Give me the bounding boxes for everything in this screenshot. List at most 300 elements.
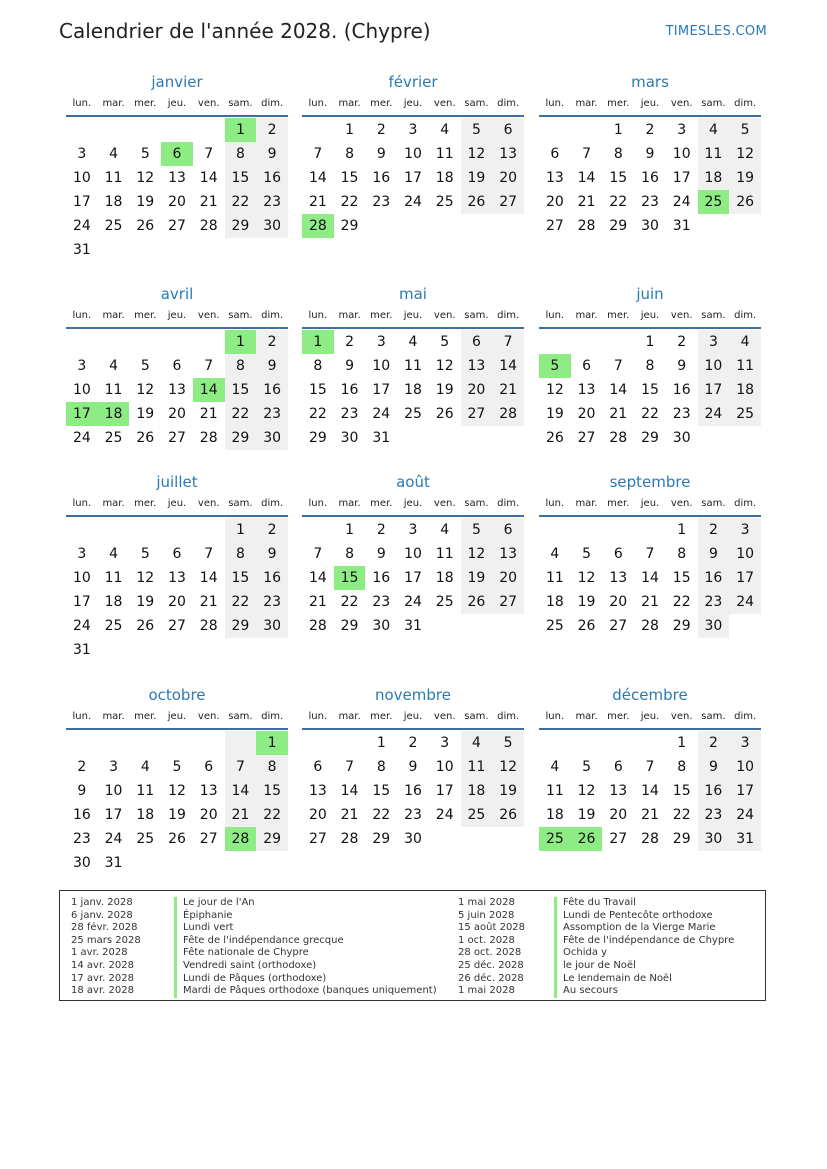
day-cell: 13 bbox=[199, 783, 218, 799]
weekday-label: mar. bbox=[575, 711, 598, 722]
day-cell: 2 bbox=[698, 731, 730, 755]
weekday-label: ven. bbox=[433, 98, 456, 109]
day-cell: 30 bbox=[72, 855, 91, 871]
day-cell: 25 bbox=[729, 402, 761, 426]
day-cell: 19 bbox=[461, 166, 493, 190]
holiday-name: Fête de l'indépendance de Chypre bbox=[554, 935, 734, 948]
holiday-name: Épiphanie bbox=[174, 910, 437, 923]
day-cell: 27 bbox=[308, 831, 327, 847]
day-cell: 24 bbox=[72, 430, 91, 446]
day-cell: 17 bbox=[435, 783, 454, 799]
day-cell: 6 bbox=[613, 759, 623, 775]
day-cell: 17 bbox=[729, 566, 761, 590]
month-name: août bbox=[396, 473, 430, 491]
day-cell: 11 bbox=[136, 783, 155, 799]
day-cell: 7 bbox=[204, 546, 214, 562]
month-name: novembre bbox=[375, 686, 451, 704]
day-cell: 7 bbox=[645, 546, 655, 562]
empty-day-cell bbox=[161, 731, 193, 755]
weekday-label: sam. bbox=[228, 711, 253, 722]
holiday-day-cell: 25 bbox=[539, 827, 571, 851]
day-cell: 12 bbox=[461, 142, 493, 166]
day-cell: 24 bbox=[698, 402, 730, 426]
holiday-list bbox=[59, 890, 766, 1001]
month-avril bbox=[66, 283, 288, 450]
day-cell: 18 bbox=[698, 166, 730, 190]
day-cell: 4 bbox=[109, 146, 119, 162]
weekday-label: ven. bbox=[670, 98, 693, 109]
day-cell: 1 bbox=[345, 522, 355, 538]
month-janvier bbox=[66, 71, 288, 262]
day-cell: 19 bbox=[461, 566, 493, 590]
day-cell: 24 bbox=[435, 807, 454, 823]
day-cell: 30 bbox=[698, 614, 730, 638]
day-cell: 22 bbox=[308, 406, 327, 422]
day-cell: 3 bbox=[440, 735, 450, 751]
day-cell: 13 bbox=[168, 170, 186, 186]
weekday-label: ven. bbox=[670, 498, 693, 509]
day-cell: 10 bbox=[372, 358, 391, 374]
day-cell: 2 bbox=[376, 522, 386, 538]
empty-day-cell bbox=[66, 330, 98, 354]
day-cell: 25 bbox=[404, 406, 422, 422]
day-cell: 20 bbox=[577, 406, 596, 422]
weekday-label: lun. bbox=[308, 98, 328, 109]
holiday-name: Le lendemain de Noël bbox=[554, 973, 734, 986]
holiday-name: Vendredi saint (orthodoxe) bbox=[174, 960, 437, 973]
month-name: juillet bbox=[156, 473, 198, 491]
day-cell: 26 bbox=[136, 218, 155, 234]
weekday-label: dim. bbox=[261, 310, 284, 321]
day-cell: 27 bbox=[609, 618, 628, 634]
day-cell: 25 bbox=[461, 803, 493, 827]
day-grid bbox=[302, 330, 524, 450]
day-cell: 6 bbox=[461, 330, 493, 354]
month-juin bbox=[539, 283, 761, 450]
day-cell: 15 bbox=[609, 170, 628, 186]
day-cell: 21 bbox=[308, 594, 327, 610]
holiday-day-cell: 14 bbox=[193, 378, 225, 402]
day-grid bbox=[66, 518, 288, 662]
empty-day-cell bbox=[571, 731, 603, 755]
day-cell: 5 bbox=[582, 546, 592, 562]
day-cell: 13 bbox=[492, 142, 524, 166]
day-cell: 11 bbox=[461, 755, 493, 779]
empty-day-cell bbox=[302, 731, 334, 755]
day-cell: 31 bbox=[404, 618, 422, 634]
day-cell: 2 bbox=[256, 518, 288, 542]
weekday-label: ven. bbox=[433, 711, 456, 722]
holiday-name: Mardi de Pâques orthodoxe (banques uniquement) bbox=[174, 985, 437, 998]
day-cell: 18 bbox=[435, 570, 454, 586]
empty-day-cell bbox=[129, 118, 161, 142]
day-cell: 23 bbox=[340, 406, 359, 422]
day-cell: 14 bbox=[308, 170, 327, 186]
day-cell: 16 bbox=[672, 382, 691, 398]
empty-day-cell bbox=[539, 330, 571, 354]
day-cell: 17 bbox=[72, 194, 91, 210]
day-grid bbox=[302, 518, 524, 638]
day-cell: 18 bbox=[404, 382, 422, 398]
day-cell: 3 bbox=[376, 334, 386, 350]
day-cell: 21 bbox=[577, 194, 596, 210]
day-cell: 9 bbox=[256, 354, 288, 378]
day-cell: 17 bbox=[404, 170, 422, 186]
day-cell: 20 bbox=[168, 594, 186, 610]
day-cell: 6 bbox=[492, 518, 524, 542]
weekday-label: mer. bbox=[370, 310, 393, 321]
day-cell: 6 bbox=[492, 118, 524, 142]
day-cell: 2 bbox=[345, 334, 355, 350]
day-cell: 20 bbox=[461, 378, 493, 402]
day-cell: 29 bbox=[672, 618, 691, 634]
day-cell: 22 bbox=[672, 807, 691, 823]
month-name: mai bbox=[399, 285, 427, 303]
weekday-header bbox=[302, 305, 524, 329]
day-cell: 13 bbox=[308, 783, 327, 799]
day-cell: 28 bbox=[199, 218, 218, 234]
day-cell: 7 bbox=[492, 330, 524, 354]
day-cell: 15 bbox=[225, 566, 257, 590]
empty-day-cell bbox=[129, 330, 161, 354]
day-cell: 10 bbox=[72, 570, 91, 586]
day-cell: 25 bbox=[545, 618, 564, 634]
weekday-label: mer. bbox=[134, 98, 157, 109]
day-cell: 9 bbox=[256, 542, 288, 566]
weekday-label: sam. bbox=[701, 711, 726, 722]
weekday-label: sam. bbox=[228, 98, 253, 109]
weekday-label: mar. bbox=[102, 711, 125, 722]
weekday-label: sam. bbox=[464, 711, 489, 722]
day-cell: 2 bbox=[408, 735, 418, 751]
day-cell: 19 bbox=[136, 594, 155, 610]
day-cell: 8 bbox=[225, 354, 257, 378]
day-cell: 14 bbox=[577, 170, 596, 186]
day-cell: 13 bbox=[168, 570, 186, 586]
day-cell: 27 bbox=[492, 590, 524, 614]
weekday-label: ven. bbox=[197, 98, 220, 109]
weekday-label: mer. bbox=[370, 98, 393, 109]
day-cell: 12 bbox=[168, 783, 186, 799]
empty-day-cell bbox=[161, 518, 193, 542]
weekday-label: mar. bbox=[102, 98, 125, 109]
day-cell: 18 bbox=[545, 594, 564, 610]
weekday-label: sam. bbox=[464, 310, 489, 321]
day-cell: 21 bbox=[609, 406, 628, 422]
weekday-label: jeu. bbox=[403, 498, 423, 509]
day-cell: 4 bbox=[550, 759, 560, 775]
day-cell: 1 bbox=[677, 735, 687, 751]
day-cell: 27 bbox=[577, 430, 596, 446]
day-cell: 28 bbox=[641, 831, 659, 847]
day-cell: 23 bbox=[256, 590, 288, 614]
day-cell: 18 bbox=[136, 807, 155, 823]
day-cell: 27 bbox=[168, 218, 186, 234]
day-cell: 4 bbox=[729, 330, 761, 354]
weekday-label: jeu. bbox=[167, 98, 187, 109]
day-cell: 1 bbox=[645, 334, 655, 350]
holiday-date: 28 févr. 2028 bbox=[71, 922, 138, 934]
day-cell: 4 bbox=[698, 118, 730, 142]
month-name: juin bbox=[636, 285, 664, 303]
day-cell: 5 bbox=[582, 759, 592, 775]
weekday-label: jeu. bbox=[167, 498, 187, 509]
day-cell: 17 bbox=[698, 378, 730, 402]
holiday-name: Lundi de Pâques (orthodoxe) bbox=[174, 973, 437, 986]
day-cell: 8 bbox=[613, 146, 623, 162]
day-cell: 2 bbox=[77, 759, 87, 775]
weekday-label: sam. bbox=[228, 498, 253, 509]
day-cell: 13 bbox=[168, 382, 186, 398]
holiday-day-cell: 25 bbox=[698, 190, 730, 214]
day-cell: 10 bbox=[698, 354, 730, 378]
day-cell: 18 bbox=[729, 378, 761, 402]
weekday-label: dim. bbox=[734, 498, 757, 509]
day-cell: 26 bbox=[136, 430, 155, 446]
day-cell: 3 bbox=[698, 330, 730, 354]
day-cell: 16 bbox=[698, 566, 730, 590]
day-cell: 28 bbox=[609, 430, 628, 446]
day-cell: 21 bbox=[199, 594, 218, 610]
day-cell: 27 bbox=[492, 190, 524, 214]
day-grid bbox=[66, 731, 288, 875]
day-cell: 9 bbox=[376, 546, 386, 562]
weekday-label: mar. bbox=[338, 498, 361, 509]
day-cell: 30 bbox=[672, 430, 691, 446]
empty-day-cell bbox=[634, 731, 666, 755]
weekday-label: dim. bbox=[261, 711, 284, 722]
day-cell: 3 bbox=[77, 546, 87, 562]
empty-day-cell bbox=[634, 518, 666, 542]
day-cell: 17 bbox=[372, 382, 391, 398]
day-cell: 10 bbox=[72, 382, 91, 398]
weekday-header bbox=[66, 706, 288, 730]
month-name: décembre bbox=[612, 686, 688, 704]
weekday-label: mar. bbox=[338, 711, 361, 722]
site-link[interactable]: TIMESLES.COM bbox=[665, 24, 767, 39]
day-cell: 28 bbox=[199, 618, 218, 634]
day-cell: 20 bbox=[609, 807, 628, 823]
weekday-label: lun. bbox=[545, 498, 565, 509]
weekday-label: lun. bbox=[545, 310, 565, 321]
day-cell: 16 bbox=[256, 566, 288, 590]
day-cell: 14 bbox=[199, 570, 218, 586]
weekday-label: sam. bbox=[464, 98, 489, 109]
day-cell: 15 bbox=[672, 783, 691, 799]
weekday-label: ven. bbox=[670, 310, 693, 321]
day-cell: 17 bbox=[729, 779, 761, 803]
day-cell: 27 bbox=[168, 618, 186, 634]
day-cell: 30 bbox=[256, 214, 288, 238]
day-cell: 24 bbox=[729, 803, 761, 827]
day-cell: 19 bbox=[136, 194, 155, 210]
weekday-label: dim. bbox=[497, 98, 520, 109]
day-cell: 18 bbox=[461, 779, 493, 803]
weekday-label: lun. bbox=[308, 711, 328, 722]
weekday-label: lun. bbox=[72, 310, 92, 321]
day-cell: 20 bbox=[308, 807, 327, 823]
day-cell: 31 bbox=[104, 855, 123, 871]
day-cell: 8 bbox=[376, 759, 386, 775]
day-cell: 6 bbox=[313, 759, 323, 775]
day-cell: 17 bbox=[404, 570, 422, 586]
holiday-day-cell: 5 bbox=[539, 354, 571, 378]
day-cell: 16 bbox=[256, 378, 288, 402]
day-cell: 2 bbox=[677, 334, 687, 350]
day-cell: 9 bbox=[698, 755, 730, 779]
day-cell: 13 bbox=[545, 170, 564, 186]
day-cell: 29 bbox=[641, 430, 659, 446]
day-cell: 27 bbox=[199, 831, 218, 847]
day-cell: 14 bbox=[641, 570, 659, 586]
day-cell: 5 bbox=[461, 518, 493, 542]
day-cell: 14 bbox=[340, 783, 359, 799]
day-cell: 4 bbox=[109, 358, 119, 374]
day-cell: 1 bbox=[376, 735, 386, 751]
empty-day-cell bbox=[225, 731, 257, 755]
month-mai bbox=[302, 283, 524, 450]
weekday-label: mar. bbox=[338, 98, 361, 109]
weekday-label: ven. bbox=[197, 711, 220, 722]
weekday-label: jeu. bbox=[640, 498, 660, 509]
weekday-label: dim. bbox=[497, 310, 520, 321]
month-septembre bbox=[539, 471, 761, 638]
day-cell: 22 bbox=[225, 590, 257, 614]
day-grid bbox=[302, 731, 524, 851]
holiday-date: 1 avr. 2028 bbox=[71, 947, 128, 959]
day-cell: 11 bbox=[729, 354, 761, 378]
day-cell: 15 bbox=[340, 170, 359, 186]
weekday-label: dim. bbox=[261, 498, 284, 509]
day-cell: 23 bbox=[672, 406, 691, 422]
day-cell: 3 bbox=[77, 146, 87, 162]
day-cell: 27 bbox=[461, 402, 493, 426]
day-cell: 12 bbox=[136, 570, 155, 586]
day-cell: 19 bbox=[545, 406, 564, 422]
holiday-name: le jour de Noël bbox=[554, 960, 734, 973]
day-cell: 18 bbox=[435, 170, 454, 186]
holiday-date: 14 avr. 2028 bbox=[71, 959, 134, 971]
weekday-header bbox=[66, 493, 288, 517]
day-cell: 7 bbox=[345, 759, 355, 775]
day-cell: 28 bbox=[577, 218, 596, 234]
day-cell: 13 bbox=[577, 382, 596, 398]
day-cell: 13 bbox=[461, 354, 493, 378]
day-cell: 4 bbox=[109, 546, 119, 562]
weekday-header bbox=[302, 493, 524, 517]
weekday-label: mar. bbox=[575, 498, 598, 509]
day-cell: 5 bbox=[729, 118, 761, 142]
day-cell: 10 bbox=[729, 542, 761, 566]
day-cell: 21 bbox=[225, 803, 257, 827]
weekday-label: lun. bbox=[72, 711, 92, 722]
weekday-label: mar. bbox=[338, 310, 361, 321]
day-cell: 31 bbox=[72, 642, 91, 658]
day-cell: 23 bbox=[698, 803, 730, 827]
holiday-day-cell: 1 bbox=[302, 330, 334, 354]
day-cell: 21 bbox=[492, 378, 524, 402]
day-cell: 24 bbox=[404, 194, 422, 210]
holiday-date: 1 mai 2028 bbox=[458, 897, 515, 908]
day-cell: 6 bbox=[582, 358, 592, 374]
empty-day-cell bbox=[571, 118, 603, 142]
weekday-label: jeu. bbox=[640, 310, 660, 321]
day-cell: 21 bbox=[641, 807, 659, 823]
day-cell: 24 bbox=[372, 406, 391, 422]
day-cell: 26 bbox=[545, 430, 564, 446]
holiday-name: Lundi de Pentecôte orthodoxe bbox=[554, 910, 734, 923]
day-cell: 8 bbox=[677, 546, 687, 562]
day-cell: 11 bbox=[545, 570, 564, 586]
day-cell: 8 bbox=[345, 546, 355, 562]
day-cell: 9 bbox=[408, 759, 418, 775]
weekday-label: lun. bbox=[72, 98, 92, 109]
day-cell: 14 bbox=[609, 382, 628, 398]
day-cell: 1 bbox=[345, 122, 355, 138]
day-cell: 29 bbox=[225, 214, 257, 238]
weekday-label: lun. bbox=[72, 498, 92, 509]
day-cell: 9 bbox=[698, 542, 730, 566]
day-cell: 31 bbox=[372, 430, 391, 446]
day-cell: 12 bbox=[435, 358, 454, 374]
holiday-names-right bbox=[554, 897, 734, 998]
weekday-label: mar. bbox=[575, 98, 598, 109]
empty-day-cell bbox=[571, 518, 603, 542]
day-cell: 20 bbox=[168, 194, 186, 210]
empty-day-cell bbox=[98, 731, 130, 755]
day-cell: 11 bbox=[698, 142, 730, 166]
day-cell: 21 bbox=[308, 194, 327, 210]
day-cell: 4 bbox=[440, 122, 450, 138]
day-cell: 22 bbox=[225, 402, 257, 426]
day-cell: 8 bbox=[225, 542, 257, 566]
weekday-label: jeu. bbox=[403, 711, 423, 722]
day-cell: 25 bbox=[104, 218, 123, 234]
day-cell: 2 bbox=[698, 518, 730, 542]
holiday-name: Fête nationale de Chypre bbox=[174, 947, 437, 960]
day-cell: 24 bbox=[72, 618, 91, 634]
day-cell: 9 bbox=[345, 358, 355, 374]
day-cell: 30 bbox=[404, 831, 422, 847]
weekday-label: dim. bbox=[734, 98, 757, 109]
empty-day-cell bbox=[193, 518, 225, 542]
day-cell: 3 bbox=[408, 522, 418, 538]
weekday-label: sam. bbox=[228, 310, 253, 321]
empty-day-cell bbox=[161, 330, 193, 354]
day-cell: 29 bbox=[672, 831, 691, 847]
weekday-label: ven. bbox=[433, 310, 456, 321]
day-cell: 5 bbox=[492, 731, 524, 755]
month-name: octobre bbox=[148, 686, 206, 704]
day-cell: 22 bbox=[641, 406, 659, 422]
holiday-name: Au secours bbox=[554, 985, 734, 998]
day-cell: 9 bbox=[77, 783, 87, 799]
day-cell: 8 bbox=[256, 755, 288, 779]
day-cell: 30 bbox=[698, 827, 730, 851]
weekday-label: mer. bbox=[134, 310, 157, 321]
day-cell: 19 bbox=[168, 807, 186, 823]
day-grid bbox=[66, 118, 288, 262]
day-cell: 24 bbox=[72, 218, 91, 234]
day-cell: 16 bbox=[256, 166, 288, 190]
weekday-label: sam. bbox=[464, 498, 489, 509]
day-cell: 5 bbox=[440, 334, 450, 350]
day-cell: 12 bbox=[136, 382, 155, 398]
empty-day-cell bbox=[66, 518, 98, 542]
holiday-date: 1 oct. 2028 bbox=[458, 934, 515, 946]
day-cell: 10 bbox=[104, 783, 123, 799]
weekday-label: jeu. bbox=[640, 98, 660, 109]
